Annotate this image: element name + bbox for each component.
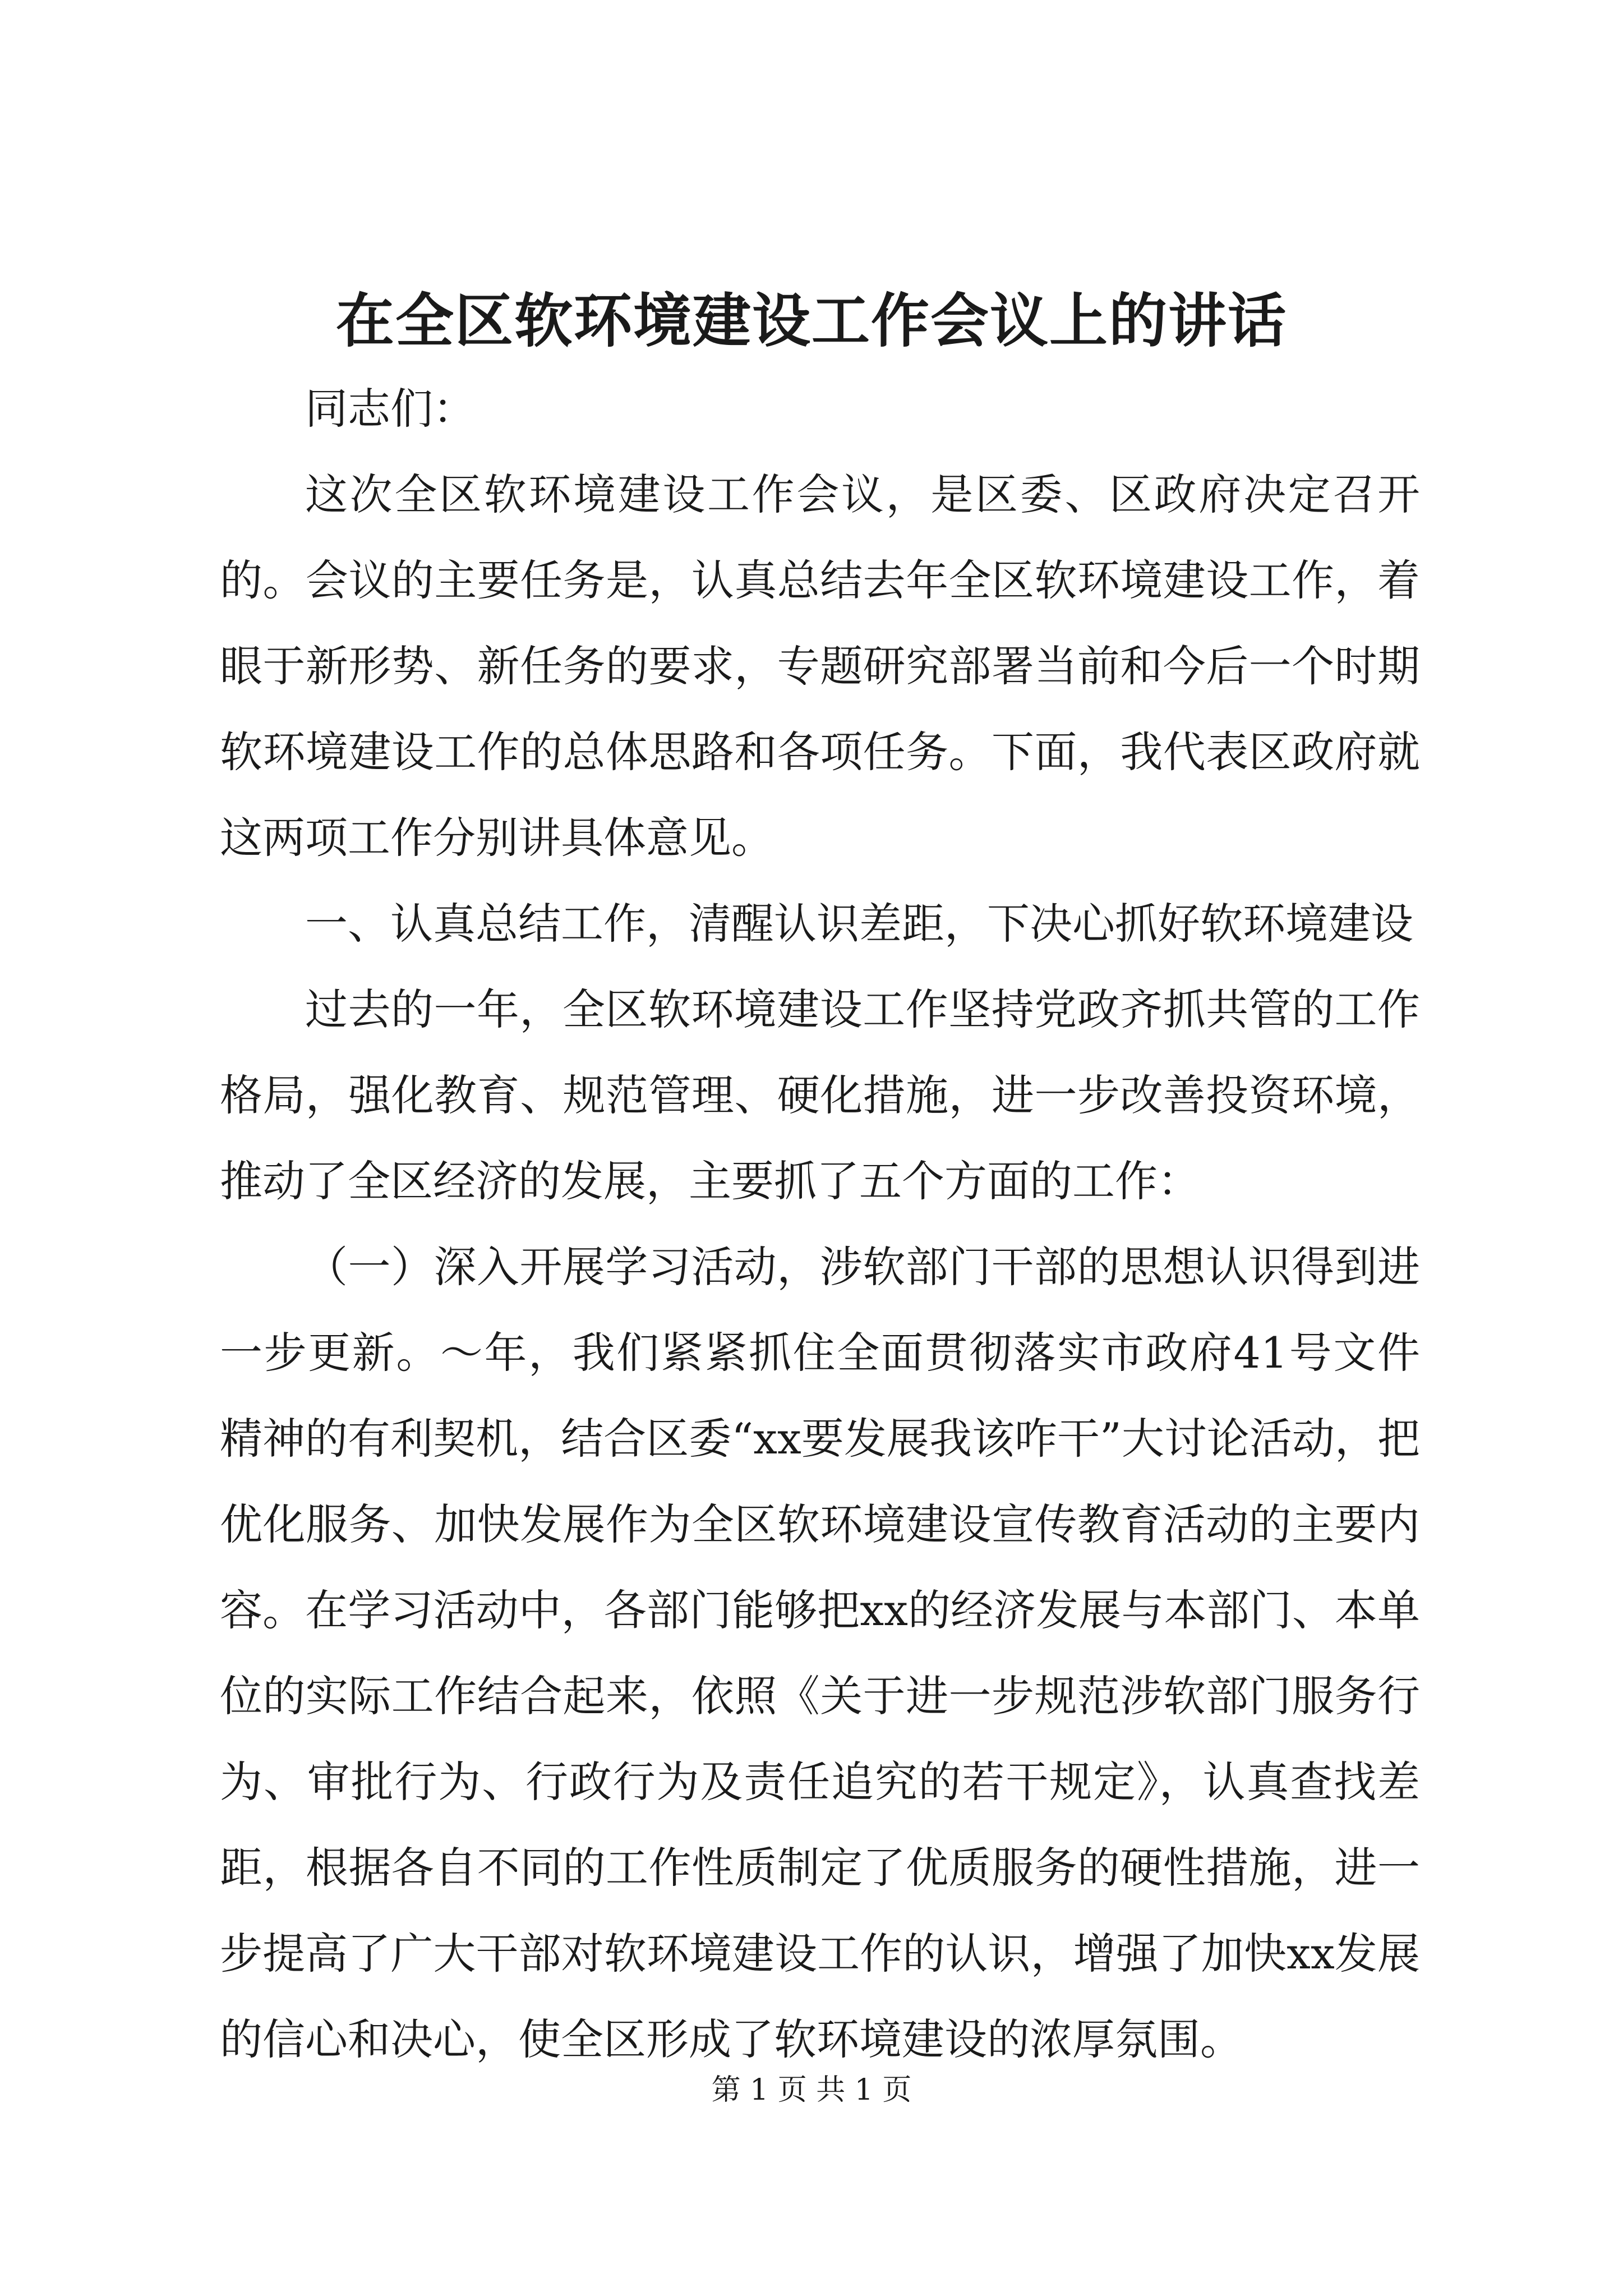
paragraph-review: 过去的一年，全区软环境建设工作坚持党政齐抓共管的工作格局，强化教育、规范管理、硬化措施，进一步改善投资环境，推动了全区经济的发展，主要抓了五个方面的工作： <box>220 984 1420 1206</box>
section-heading: 一、认真总结工作，清醒认识差距，下决心抓好软环境建设 <box>305 899 1413 949</box>
paragraph-intro: 这次全区软环境建设工作会议，是区委、区政府决定召开的。会议的主要任务是，认真总结去年全区软环境建设工作，着眼于新形势、新任务的要求，专题研究部署当前和今后一个时期软环境建设工作的总体思路和各项任务。下面，我代表区政府就这两项工作分别讲具体意见。 <box>220 470 1420 863</box>
page-footer: 第 1 页 共 1 页 <box>711 2073 912 2107</box>
paragraph-item-one: （一）深入开展学习活动，涉软部门干部的思想认识得到进一步更新。～年，我们紧紧抓住全面贯彻落实市政府41号文件精神的有利契机，结合区委“xx要发展我该咋干”大讨论活动，把优化服务、加快发展作为全区软环境建设宣传教育活动的主要内容。在学习活动中，各部门能够把xx的经济发展与本部门、本单位的实际工作结合起来，依照《关于进一步规范涉软部门服务行为、审批行为、行政行为及责任追究的若干规定》，认真查找差距，根据各自不同的工作性质制定了优质服务的硬性措施，进一步提高了广大干部对软环境建设工作的认识，增强了加快xx发展的信心和决心，使全区形成了软环境建设的浓厚氛围。 <box>220 1242 1420 2064</box>
salutation: 同志们： <box>305 384 476 434</box>
document-title: 在全区软环境建设工作会议上的讲话 <box>335 286 1287 355</box>
document-body <box>220 366 1420 2082</box>
